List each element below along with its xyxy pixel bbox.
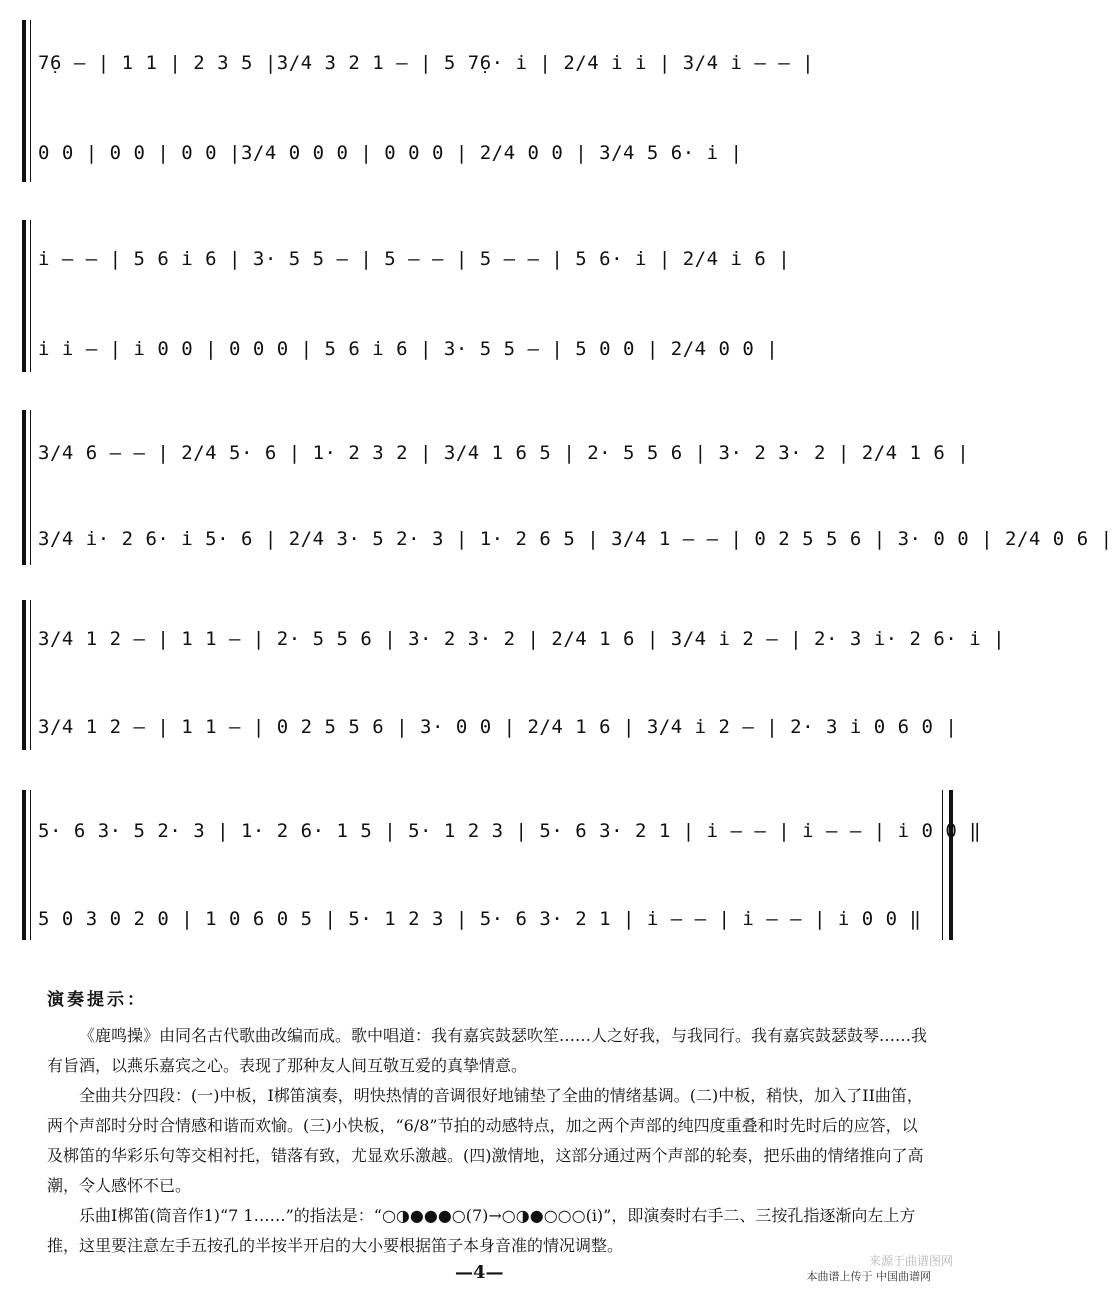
staff-lower xyxy=(26,522,1113,562)
staff-upper xyxy=(26,242,951,282)
notes-paragraph-3: 乐曲I梆笛(筒音作1)“7 1……”的指法是：“○◑●●●○(7)→○◑●○○○(i)”，即演奏时右手二、三按孔指逐渐向左上方推，这里要注意左手五按孔的半按半开启的大小要根据笛子本身音准的情况调整。 xyxy=(47,1206,916,1255)
watermark: 来源于曲谱图网 xyxy=(868,1254,953,1268)
notation-line: 0 0 | 0 0 | 0 0 |3/4 0 0 0 | 0 0 0 | 2/4 0 0 | 3/4 5 6· i | xyxy=(38,142,743,164)
notation-line: 3/4 1 2 – | 1 1 – | 0 2 5 5 6 | 3· 0 0 | 2/4 1 6 | 3/4 i 2 – | 2· 3 i 0 6 0 | xyxy=(38,716,958,738)
notes-paragraph-1: 《鹿鸣操》由同名古代歌曲改编而成。歌中唱道：我有嘉宾鼓瑟吹笙……人之好我，与我同行。我有嘉宾鼓瑟鼓琴……我有旨酒，以燕乐嘉宾之心。表现了那种友人间互敬互爱的真挚情意。 xyxy=(47,1026,928,1075)
score-system-5 xyxy=(22,790,982,940)
notation-line: 7̣6 – | 1 1 | 2 3 5 |3/4 3 2 1 – | 5 7̣6· i | 2/4 i i | 3/4 i – – | xyxy=(38,52,815,74)
notation-line: 5· 6 3· 5 2· 3 | 1· 2 6· 1 5 | 5· 1 2 3 | 5· 6 3· 2 1 | i – – | i – – | i 0 0 ‖ xyxy=(38,820,982,842)
staff-upper xyxy=(26,814,982,854)
score-system-3 xyxy=(22,410,1113,565)
staff-lower xyxy=(26,332,951,372)
staff-upper xyxy=(26,46,951,86)
site-name: 中国曲谱网 xyxy=(876,1270,931,1283)
page-number: —4— xyxy=(455,1262,504,1283)
notation-line: 5 0 3 0 2 0 | 1 0 6 0 5 | 5· 1 2 3 | 5· 6 3· 2 1 | i – – | i – – | i 0 0 ‖ xyxy=(38,908,922,930)
score-system-2 xyxy=(22,220,951,372)
notation-line: i – – | 5 6 i 6 | 3· 5 5 – | 5 – – | 5 – – | 5 6· i | 2/4 i 6 | xyxy=(38,248,791,270)
performance-notes xyxy=(47,985,927,1261)
footer-note xyxy=(807,1268,932,1284)
notation-line: i i – | i 0 0 | 0 0 0 | 5 6 i 6 | 3· 5 5 – | 5 0 0 | 2/4 0 0 | xyxy=(38,338,779,360)
staff-lower xyxy=(26,710,958,750)
notes-heading: 演奏提示： xyxy=(47,990,147,1010)
notation-line: 3/4 6 – – | 2/4 5· 6 | 1· 2 3 2 | 3/4 1 6 5 | 2· 5 5 6 | 3· 2 3· 2 | 2/4 1 6 | xyxy=(38,442,970,464)
staff-upper xyxy=(26,622,1006,662)
final-barline xyxy=(942,790,953,940)
notation-line: 3/4 1 2 – | 1 1 – | 2· 5 5 6 | 3· 2 3· 2 | 2/4 1 6 | 3/4 i 2 – | 2· 3 i· 2 6· i | xyxy=(38,628,1006,650)
notes-paragraph-2: 全曲共分四段：(一)中板，I梆笛演奏，明快热情的音调很好地铺垫了全曲的情绪基调。(二)中板，稍快，加入了II曲笛，两个声部时分时合情感和谐而欢愉。(三)小快板，“6/8”节拍的动感特点，加之两个声部的纯四度重叠和时先时后的应答，以及梆笛的华彩乐句等交相衬托，错落有致，尤显欢乐激越。(四)激情地，这部分通过两个声部的轮奏，把乐曲的情绪推向了高潮，令人感怀不已。 xyxy=(47,1086,924,1195)
upload-note: 本曲谱上传于 xyxy=(806,1270,873,1283)
staff-upper xyxy=(26,436,970,476)
staff-lower xyxy=(26,136,951,176)
notation-line: 3/4 i· 2 6· i 5· 6 | 2/4 3· 5 2· 3 | 1· 2 6 5 | 3/4 1 – – | 0 2 5 5 6 | 3· 0 0 | 2/4 0 6 | xyxy=(38,528,1113,550)
staff-lower xyxy=(26,902,951,942)
score-system-4 xyxy=(22,600,1006,750)
score-system-1 xyxy=(22,20,951,182)
